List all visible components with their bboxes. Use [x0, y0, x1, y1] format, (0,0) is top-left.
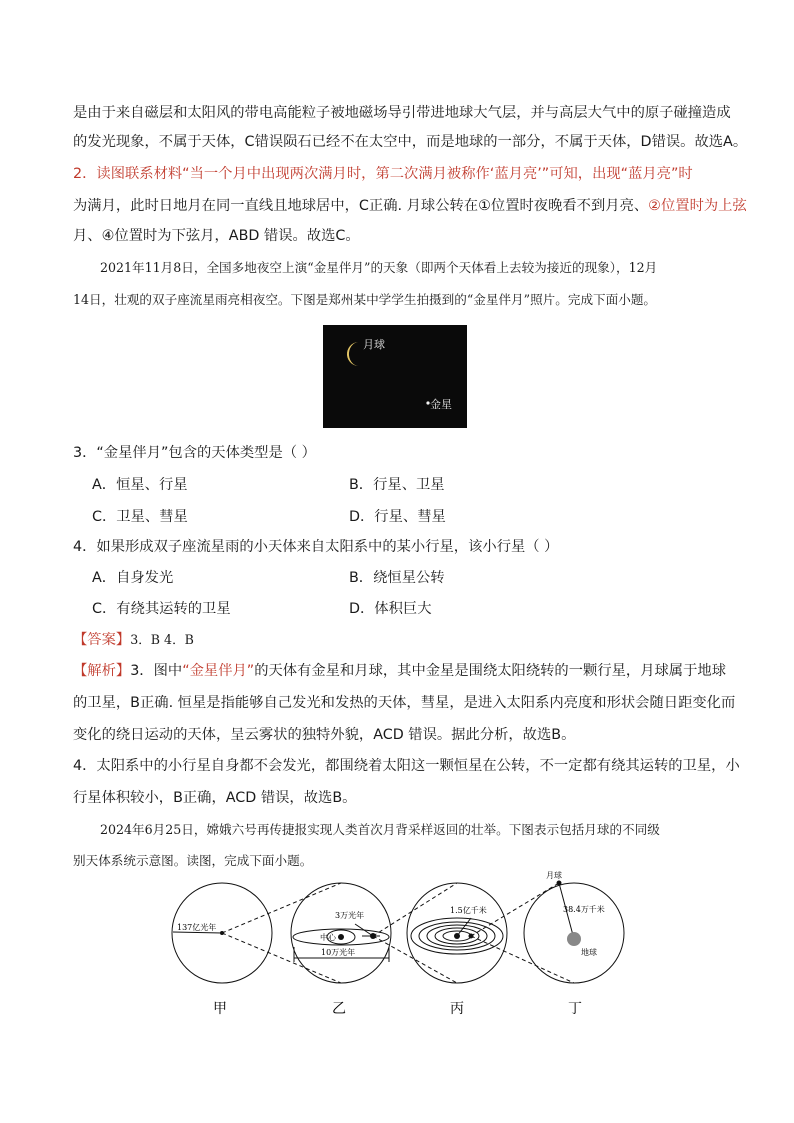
moon-dot	[557, 881, 562, 886]
q2-explanation-line	[73, 196, 747, 216]
ding-distance: 38.4万千米	[563, 905, 605, 914]
q2-text-red: ②位置时为上弦	[648, 198, 747, 214]
analysis-text: 的天体有金星和月球，其中金星是围绕太阳绕转的一颗行星，月球属于地球	[254, 663, 726, 679]
material-paragraph: 14日，壮观的双子座流星雨亮相夜空。下图是郑州某中学学生拍摄到的“金星伴月”照片。完成下面小题。	[73, 292, 657, 307]
yi-diameter: 10万光年	[321, 948, 356, 957]
q2-text: 为满月，此时日地月在同一直线且地球居中，C正确. 月球公转在①位置时夜晚看不到月亮、	[73, 198, 649, 214]
jia-distance: 137亿光年	[177, 923, 217, 932]
venus-label: 金星	[430, 398, 452, 411]
material-paragraph: 2021年11月8日，全国多地夜空上演“金星伴月”的天象（即两个天体看上去较为接近的现象），12月	[100, 260, 658, 275]
q2-text-red-2: 出现“蓝月亮”时	[592, 166, 693, 182]
analysis-line: 行星体积较小，B正确，ACD 错误，故选B。	[73, 790, 357, 806]
q3-option-a: A．恒星、行星	[92, 477, 188, 493]
label-jia: 甲	[213, 1001, 227, 1017]
moon-label: 月球	[546, 871, 562, 880]
q2-explanation-line	[73, 164, 693, 184]
earth-icon	[567, 932, 581, 946]
answer-line	[73, 630, 194, 650]
q4-option-d: D．体积巨大	[349, 601, 432, 617]
q4-option-c: C．有绕其运转的卫星	[92, 601, 231, 617]
material-paragraph: 别天体系统示意图。读图，完成下面小题。	[73, 853, 313, 868]
paragraph-line: 是由于来自磁层和太阳风的带电高能粒子被地磁场导引带进地球大气层，并与高层大气中的原子碰撞造成	[73, 105, 731, 121]
label-ding: 丁	[568, 1001, 582, 1017]
analysis-line: 的卫星，B正确. 恒星是指能够自己发光和发热的天体，彗星，是进入太阳系内亮度和形状会随日距变化而	[73, 695, 736, 711]
material-paragraph: 2024年6月25日，嫦娥六号再传捷报实现人类首次月背采样返回的壮举。下图表示包括月球的不同级	[100, 822, 660, 837]
q4-option-a: A．自身发光	[92, 570, 174, 586]
question-3-stem: 3．“金星伴月”包含的天体类型是（ ）	[73, 445, 316, 461]
answer-text: 3．B 4．B	[130, 632, 194, 647]
circle-yi	[291, 883, 391, 983]
venus-moon-photo	[323, 325, 467, 428]
bing-distance: 1.5亿千米	[450, 906, 487, 915]
q2-text-red: 2．读图联系材料“当一个月中出现两次满月时，第二次满月被称作‘蓝月亮’”可知，	[73, 166, 593, 182]
analysis-text-red: “金星伴月”	[182, 663, 255, 679]
yi-thickness: 3万光年	[335, 911, 365, 920]
label-bing: 丙	[450, 1001, 464, 1017]
q4-option-b: B．绕恒星公转	[349, 570, 445, 586]
analysis-line	[73, 661, 726, 681]
analysis-line: 4．太阳系中的小行星自身都不会发光，都围绕着太阳这一颗恒星在公转，不一定都有绕其运转的卫星，小	[73, 758, 740, 774]
question-4-stem: 4．如果形成双子座流星雨的小天体来自太阳系中的某小行星，该小行星（ ）	[73, 539, 559, 555]
q3-option-c: C．卫星、彗星	[92, 509, 188, 525]
analysis-tag: 【解析】	[73, 663, 131, 679]
celestial-system-diagram	[165, 866, 635, 1026]
answer-tag: 【答案】	[73, 632, 131, 648]
analysis-text: 3．图中	[130, 663, 183, 679]
yi-center: 中心	[320, 933, 336, 942]
paragraph-line: 的发光现象，不属于天体，C错误陨石已经不在太空中，而是地球的一部分，不属于天体，D错误。故选A。	[73, 134, 748, 150]
q2-explanation-line: 月、④位置时为下弦月，ABD 错误。故选C。	[73, 228, 360, 244]
earth-label: 地球	[581, 948, 597, 957]
analysis-line: 变化的绕日运动的天体，呈云雾状的独特外貌，ACD 错误。据此分析，故选B。	[73, 727, 576, 743]
crescent-moon-icon	[323, 325, 467, 428]
label-yi: 乙	[332, 1001, 346, 1017]
q3-option-b: B．行星、卫星	[349, 477, 445, 493]
moon-label: 月球	[363, 338, 385, 351]
q3-option-d: D．行星、彗星	[349, 509, 446, 525]
